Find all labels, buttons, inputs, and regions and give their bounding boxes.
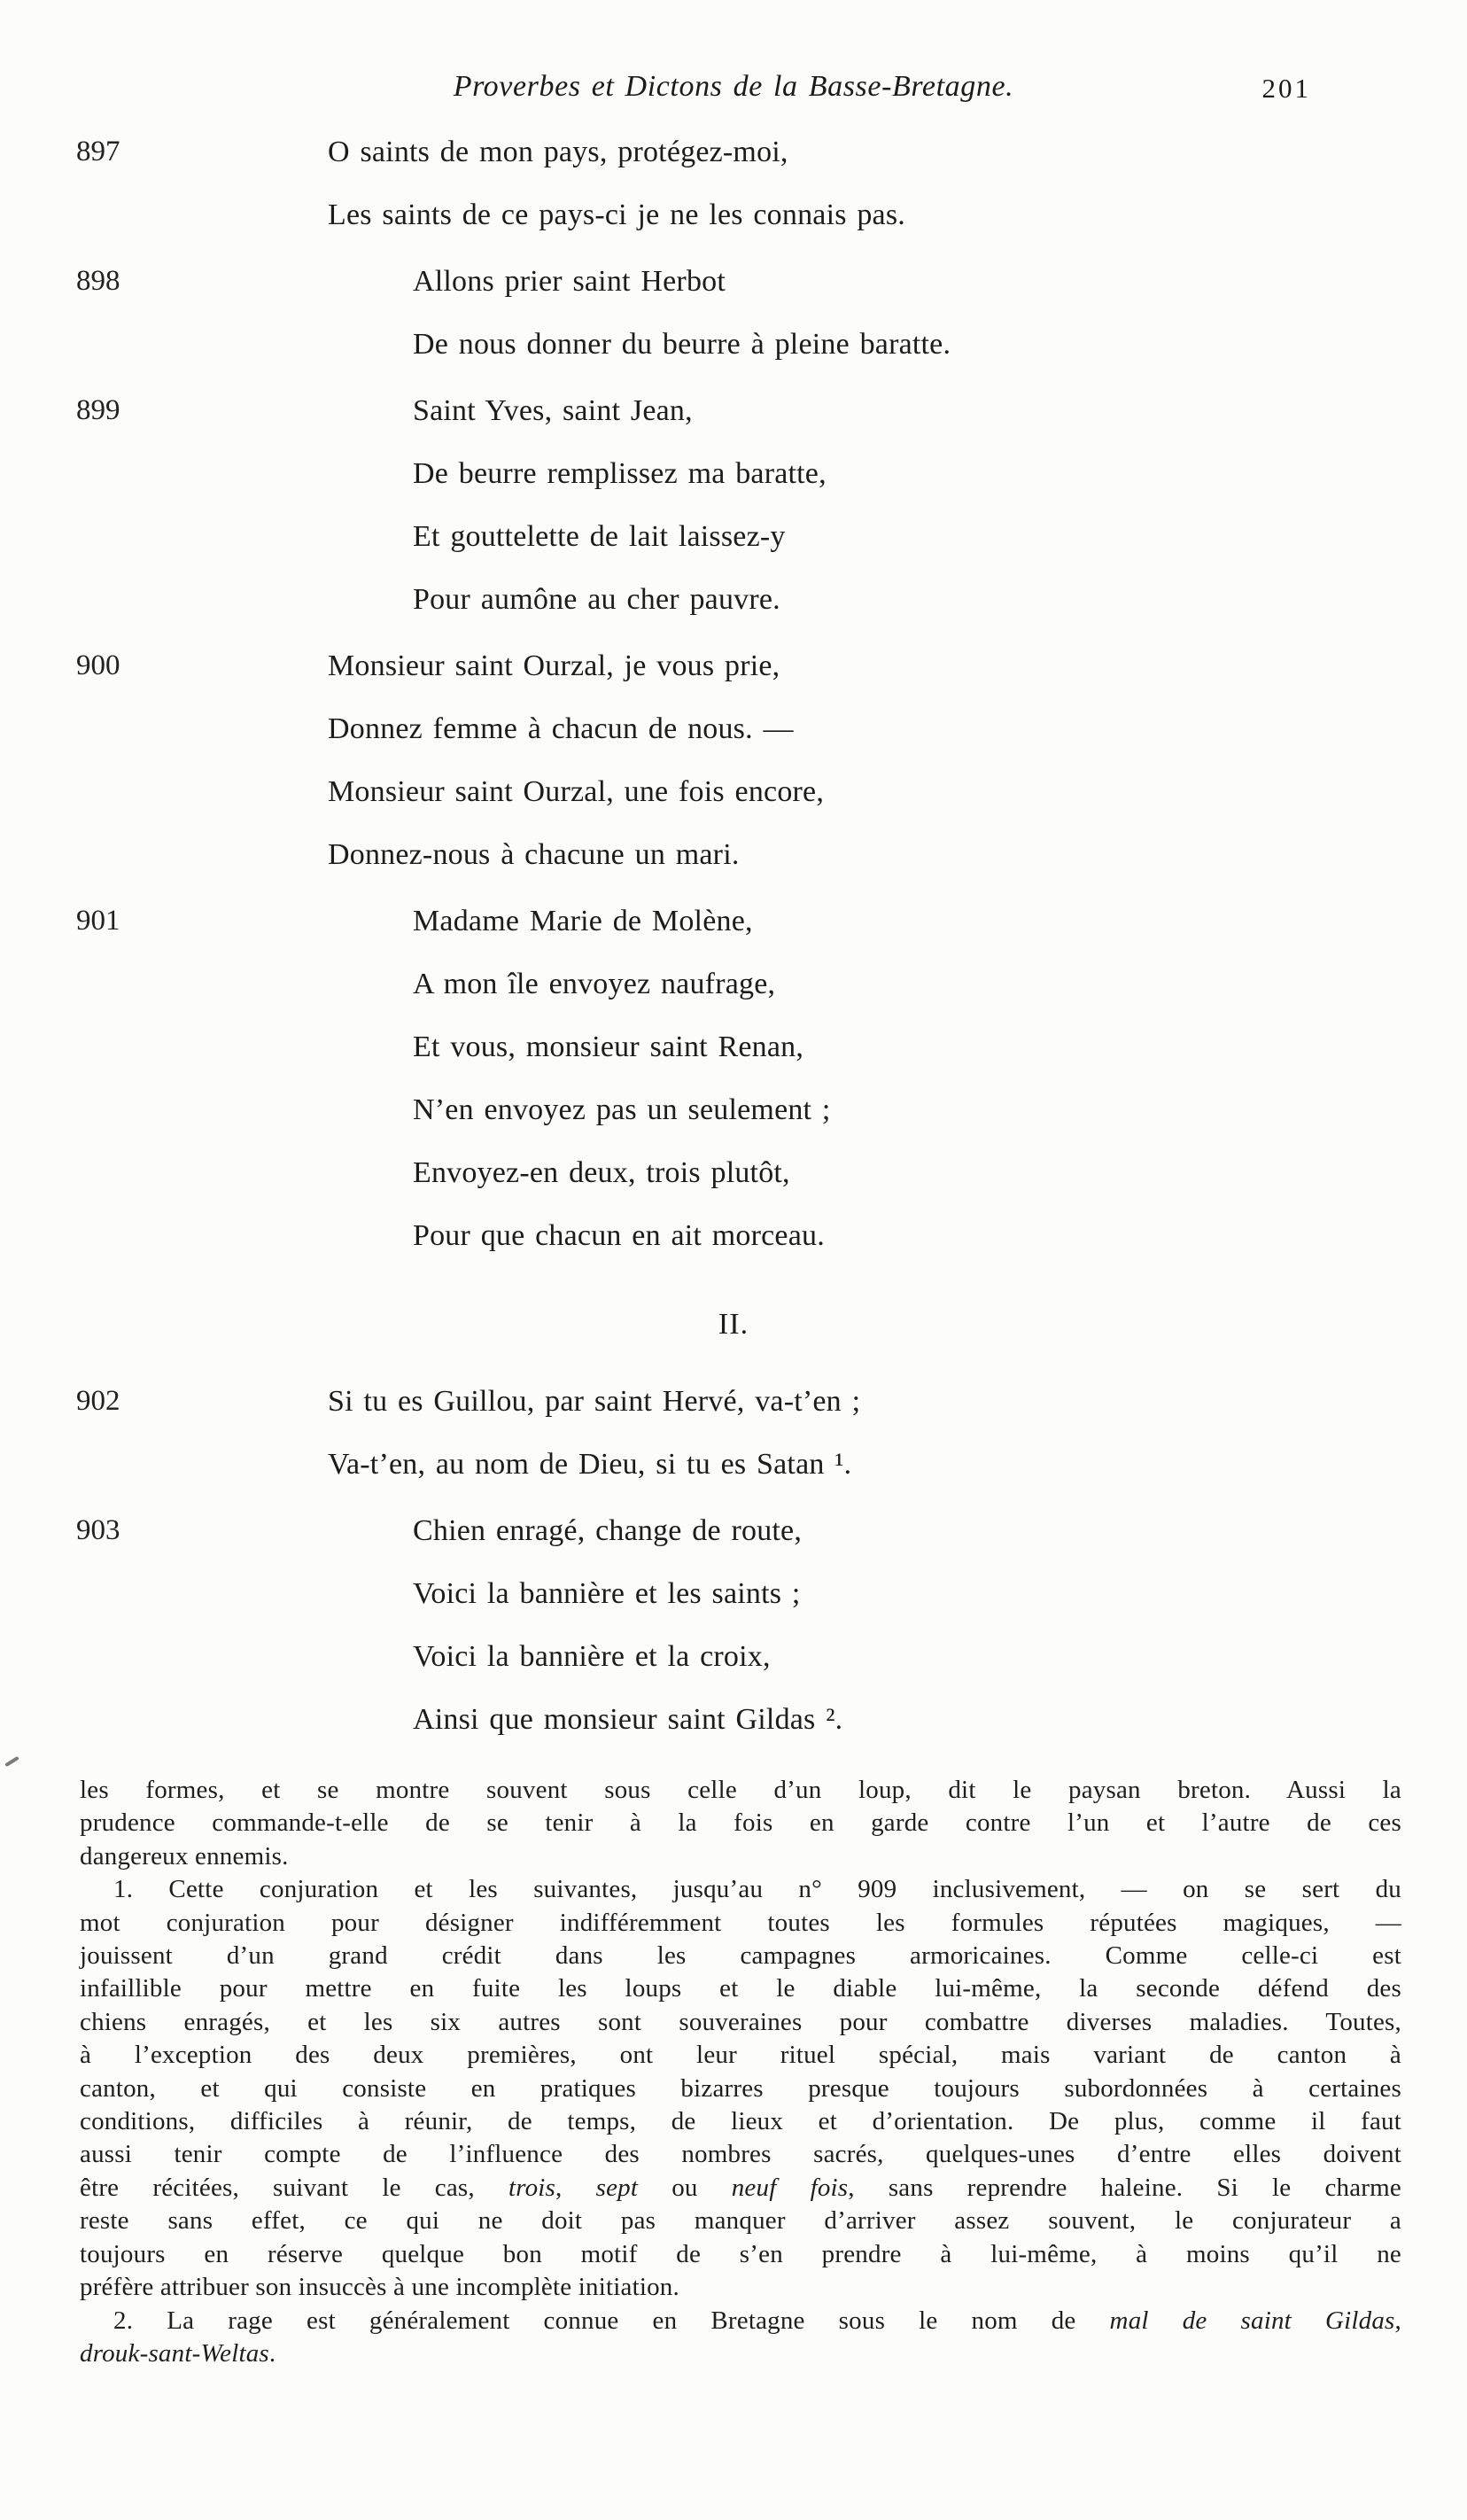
footnote-text: 2. La rage est généralement connue en Bretagne sous le nom de <box>113 2306 1110 2335</box>
verse <box>328 1499 842 1751</box>
footnote-line <box>80 2138 1401 2171</box>
proverb-entry <box>0 1499 1467 1751</box>
footnotes <box>80 1774 1401 2370</box>
verse <box>328 634 824 886</box>
footnote-text: à l’exception des deux premières, ont leur rituel spécial, mais variant de canton à <box>80 2041 1401 2070</box>
proverb-number: 901 <box>76 905 120 937</box>
footnote-text: chiens enragés, et les six autres sont souveraines pour combattre diverses maladies. Toutes, <box>80 2007 1401 2036</box>
proverb-number: 897 <box>76 136 120 167</box>
verse-line: Donnez femme à chacun de nous. — <box>328 712 794 745</box>
footnote-line <box>80 2105 1401 2138</box>
footnote-text: aussi tenir compte de l’influence des nombres sacrés, quelques-unes d’entre elles doivent <box>80 2140 1401 2169</box>
verse-line: Les saints de ce pays-ci je ne les connais pas. <box>328 198 905 231</box>
section-heading: II. <box>718 1308 749 1341</box>
proverb-number: 899 <box>76 394 120 426</box>
footnote-text: être récitées, suivant le cas, <box>80 2173 508 2202</box>
footnote-line <box>80 1774 1401 1807</box>
footnote-text: , sans reprendre haleine. Si le charme <box>848 2173 1401 2202</box>
footnote-text: 1. Cette conjuration et les suivantes, jusqu’au n° 909 inclusivement, — on se sert du <box>113 1875 1401 1904</box>
footnote-italic-text: sept <box>595 2173 639 2202</box>
footnote-text: dangereux ennemis. <box>80 1841 289 1871</box>
verse <box>328 250 951 376</box>
footnote-text: les formes, et se montre souvent sous celle d’un loup, dit le paysan breton. Aussi la <box>80 1776 1401 1804</box>
verse-line: Voici la bannière et la croix, <box>413 1640 771 1673</box>
verse-line: Va-t’en, au nom de Dieu, si tu es Satan ¹. <box>328 1448 852 1481</box>
verse-line: Pour aumône au cher pauvre. <box>413 583 780 616</box>
proverb-entry <box>0 121 1467 246</box>
verse-line: Envoyez-en deux, trois plutôt, <box>413 1156 790 1189</box>
proverb-entry <box>0 1370 1467 1496</box>
verse <box>328 379 827 631</box>
verse-line: Voici la bannière et les saints ; <box>413 1577 801 1610</box>
footnote-text: conditions, difficiles à réunir, de temps, de lieux et d’orientation. De plus, comme il faut <box>80 2107 1401 2136</box>
verse-line: De beurre remplissez ma baratte, <box>413 457 827 490</box>
footnote-line <box>80 1907 1401 1940</box>
footnote-line <box>80 2271 1401 2304</box>
page-number: 201 <box>1261 73 1311 104</box>
footnote-line <box>80 1807 1401 1839</box>
verse-line: A mon île envoyez naufrage, <box>413 968 776 1000</box>
proverb-entry <box>0 250 1467 376</box>
footnote-line <box>80 2238 1401 2271</box>
footnote-line <box>80 2039 1401 2072</box>
proverb-number: 902 <box>76 1385 120 1417</box>
footnote-line <box>80 2006 1401 2039</box>
footnote-line <box>80 1940 1401 1972</box>
footnote-text: prudence commande-t-elle de se tenir à la fois en garde contre l’un et l’autre de ces <box>80 1808 1401 1838</box>
verse-line: Ainsi que monsieur saint Gildas ². <box>413 1703 843 1736</box>
verse-line: Madame Marie de Molène, <box>413 905 753 937</box>
footnote-line <box>80 2073 1401 2105</box>
verse-line: N’en envoyez pas un seulement ; <box>413 1093 831 1126</box>
footnote-italic-text: mal de saint Gildas <box>1109 2306 1395 2335</box>
footnote-text: reste sans effet, ce qui ne doit pas manquer d’arriver assez souvent, le conjurateur a <box>80 2206 1401 2236</box>
footnote-italic-text: neuf fois <box>731 2173 849 2202</box>
footnote-text: canton, et qui consiste en pratiques bizarres presque toujours subordonnées à certaines <box>80 2073 1401 2103</box>
verse-line: Monsieur saint Ourzal, je vous prie, <box>328 649 780 682</box>
verse-line: Chien enragé, change de route, <box>413 1514 803 1547</box>
footnote-text: mot conjuration pour désigner indifféremment toutes les formules réputées magiques, — <box>80 1908 1401 1937</box>
footnote-line <box>80 1840 1401 1873</box>
verse-line: Monsieur saint Ourzal, une fois encore, <box>328 775 825 808</box>
footnote-italic-text: drouk-sant-Weltas <box>80 2338 269 2368</box>
proverb-entry <box>0 890 1467 1267</box>
verse-line: Saint Yves, saint Jean, <box>413 394 693 427</box>
footnote-text: . <box>268 2338 276 2368</box>
verse-line: Donnez-nous à chacune un mari. <box>328 838 740 871</box>
footnote-text: jouissent d’un grand crédit dans les campagnes armoricaines. Comme celle-ci est <box>80 1941 1401 1971</box>
proverb-entry <box>0 379 1467 631</box>
footnote-text: infaillible pour mettre en fuite les loups et le diable lui-même, la seconde défend des <box>80 1974 1401 2003</box>
footnote-line <box>80 2305 1401 2337</box>
verse-line: Allons prier saint Herbot <box>413 265 726 298</box>
proverb-number: 898 <box>76 265 120 297</box>
footnote-text: toujours en réserve quelque bon motif de s’en prendre à lui-même, à moins qu’il ne <box>80 2239 1401 2268</box>
scan-artifact <box>4 1756 19 1767</box>
footnote-line <box>80 2205 1401 2237</box>
verse <box>328 121 905 246</box>
proverb-list <box>0 121 1467 1754</box>
running-title: Proverbes et Dictons de la Basse-Bretagne. <box>453 70 1014 103</box>
verse <box>328 890 831 1267</box>
proverb-entry <box>0 634 1467 886</box>
verse-line: De nous donner du beurre à pleine baratte. <box>413 328 951 361</box>
footnote-line <box>80 1972 1401 2005</box>
proverb-number: 900 <box>76 649 120 681</box>
footnote-line <box>80 1873 1401 1906</box>
verse-line: O saints de mon pays, protégez-moi, <box>328 136 788 168</box>
footnote-italic-text: trois <box>508 2173 556 2202</box>
verse <box>328 1370 860 1496</box>
verse-line: Et vous, monsieur saint Renan, <box>413 1031 804 1063</box>
footnote-text: , <box>1394 2306 1401 2335</box>
footnote-line <box>80 2337 1401 2370</box>
footnote-text: ou <box>638 2173 732 2202</box>
footnote-text: préfère attribuer son insuccès à une incomplète initiation. <box>80 2273 679 2302</box>
footnote-line <box>80 2172 1401 2205</box>
footnote-text: , <box>555 2173 596 2202</box>
page-header <box>0 66 1467 108</box>
proverb-number: 903 <box>76 1514 120 1546</box>
verse-line: Si tu es Guillou, par saint Hervé, va-t’en ; <box>328 1385 861 1418</box>
verse-line: Pour que chacun en ait morceau. <box>413 1219 825 1252</box>
verse-line: Et gouttelette de lait laissez-y <box>413 520 786 553</box>
